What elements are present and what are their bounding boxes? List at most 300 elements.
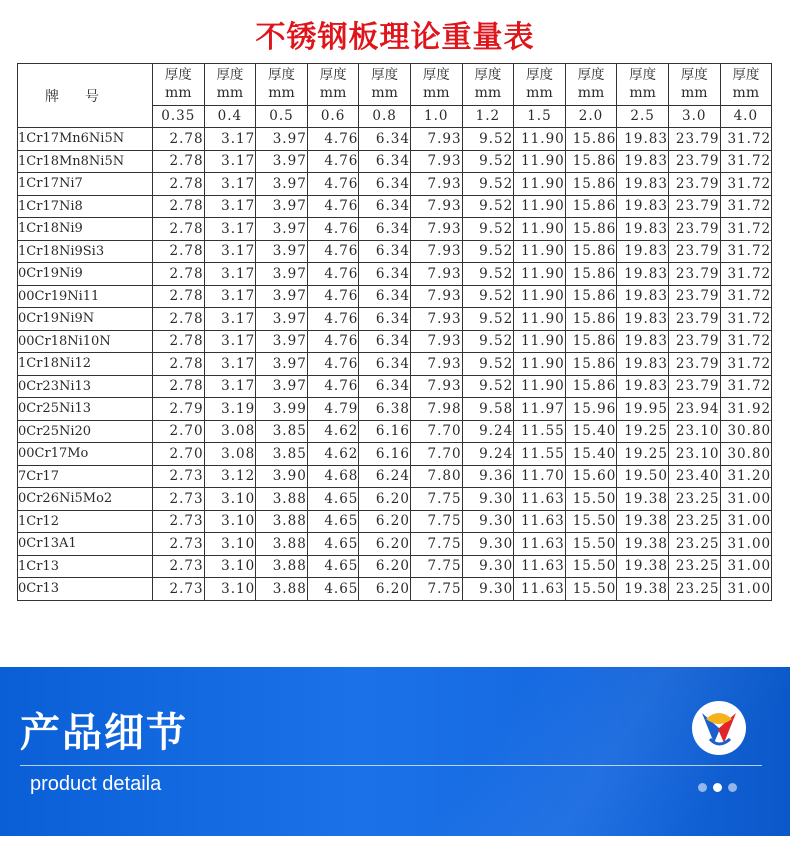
thickness-column-header: 厚度 mm <box>256 64 308 106</box>
weight-cell: 19.83 <box>617 195 669 218</box>
weight-cell: 4.65 <box>307 533 359 556</box>
weight-cell: 7.70 <box>410 420 462 443</box>
weight-cell: 11.90 <box>514 308 566 331</box>
weight-cell: 4.76 <box>307 240 359 263</box>
weight-cell: 6.34 <box>359 173 411 196</box>
weight-cell: 23.25 <box>668 578 720 601</box>
table-row <box>18 488 772 511</box>
weight-cell: 7.75 <box>410 510 462 533</box>
weight-cell: 11.63 <box>514 555 566 578</box>
table-row <box>18 240 772 263</box>
page-title: 不锈钢板理论重量表 <box>255 20 535 55</box>
thickness-value-header: 0.8 <box>359 105 411 127</box>
weight-cell: 3.97 <box>256 218 308 241</box>
weight-cell: 4.62 <box>307 443 359 466</box>
weight-cell: 7.98 <box>410 398 462 421</box>
weight-cell: 3.17 <box>204 173 256 196</box>
weight-cell: 31.72 <box>720 218 772 241</box>
grade-cell: 0Cr23Ni13 <box>18 375 153 398</box>
weight-cell: 9.30 <box>462 488 514 511</box>
weight-cell: 2.73 <box>153 555 205 578</box>
weight-cell: 3.08 <box>204 420 256 443</box>
weight-cell: 31.72 <box>720 330 772 353</box>
table-row <box>18 263 772 286</box>
weight-cell: 6.34 <box>359 218 411 241</box>
carousel-dots <box>698 777 743 796</box>
weight-cell: 3.10 <box>204 555 256 578</box>
weight-cell: 23.40 <box>668 465 720 488</box>
weight-cell: 9.52 <box>462 353 514 376</box>
weight-cell: 6.34 <box>359 240 411 263</box>
weight-cell: 23.79 <box>668 240 720 263</box>
weight-cell: 11.63 <box>514 510 566 533</box>
weight-cell: 2.78 <box>153 353 205 376</box>
weight-cell: 11.70 <box>514 465 566 488</box>
weight-cell: 7.75 <box>410 488 462 511</box>
weight-cell: 2.78 <box>153 173 205 196</box>
weight-cell: 4.62 <box>307 420 359 443</box>
thickness-value-header: 0.5 <box>256 105 308 127</box>
weight-cell: 11.55 <box>514 443 566 466</box>
weight-cell: 9.52 <box>462 308 514 331</box>
weight-cell: 3.17 <box>204 128 256 151</box>
carousel-dot[interactable] <box>713 783 722 792</box>
weight-cell: 15.86 <box>565 128 617 151</box>
weight-cell: 19.25 <box>617 443 669 466</box>
weight-cell: 23.79 <box>668 128 720 151</box>
weight-cell: 7.70 <box>410 443 462 466</box>
weight-cell: 6.38 <box>359 398 411 421</box>
weight-cell: 6.34 <box>359 285 411 308</box>
table-row <box>18 285 772 308</box>
weight-cell: 7.93 <box>410 240 462 263</box>
grade-cell: 0Cr25Ni20 <box>18 420 153 443</box>
weight-cell: 19.95 <box>617 398 669 421</box>
grade-cell: 1Cr17Ni8 <box>18 195 153 218</box>
weight-cell: 19.83 <box>617 330 669 353</box>
weight-cell: 3.17 <box>204 330 256 353</box>
weight-cell: 11.90 <box>514 240 566 263</box>
weight-cell: 9.52 <box>462 128 514 151</box>
weight-cell: 2.78 <box>153 330 205 353</box>
weight-cell: 15.50 <box>565 510 617 533</box>
weight-cell: 3.17 <box>204 263 256 286</box>
thickness-value-header: 2.5 <box>617 105 669 127</box>
weight-cell: 7.75 <box>410 555 462 578</box>
weight-cell: 9.52 <box>462 285 514 308</box>
weight-cell: 3.10 <box>204 578 256 601</box>
weight-cell: 2.79 <box>153 398 205 421</box>
weight-cell: 3.97 <box>256 128 308 151</box>
grade-cell: 7Cr17 <box>18 465 153 488</box>
weight-cell: 3.17 <box>204 353 256 376</box>
weight-cell: 23.25 <box>668 488 720 511</box>
thickness-column-header: 厚度 mm <box>462 64 514 106</box>
weight-cell: 3.97 <box>256 173 308 196</box>
banner-subtitle: product detaila <box>30 773 162 795</box>
weight-cell: 9.52 <box>462 330 514 353</box>
weight-cell: 3.17 <box>204 240 256 263</box>
table-row <box>18 375 772 398</box>
weight-cell: 3.88 <box>256 555 308 578</box>
weight-cell: 11.90 <box>514 128 566 151</box>
weight-cell: 2.73 <box>153 533 205 556</box>
weight-cell: 31.72 <box>720 150 772 173</box>
weight-cell: 3.90 <box>256 465 308 488</box>
grade-cell: 0Cr19Ni9N <box>18 308 153 331</box>
weight-cell: 31.00 <box>720 578 772 601</box>
weight-cell: 11.63 <box>514 533 566 556</box>
weight-cell: 2.78 <box>153 375 205 398</box>
weight-cell: 11.90 <box>514 263 566 286</box>
weight-cell: 3.17 <box>204 218 256 241</box>
table-row <box>18 353 772 376</box>
weight-cell: 19.38 <box>617 578 669 601</box>
weight-cell: 9.30 <box>462 578 514 601</box>
weight-cell: 31.72 <box>720 285 772 308</box>
banner-title: 产品细节 <box>20 710 188 756</box>
grade-cell: 00Cr18Ni10N <box>18 330 153 353</box>
weight-cell: 11.63 <box>514 578 566 601</box>
weight-cell: 9.36 <box>462 465 514 488</box>
weight-table <box>17 63 772 601</box>
weight-cell: 15.86 <box>565 263 617 286</box>
weight-cell: 15.86 <box>565 150 617 173</box>
weight-cell: 3.17 <box>204 150 256 173</box>
weight-cell: 15.86 <box>565 330 617 353</box>
weight-cell: 2.78 <box>153 240 205 263</box>
weight-cell: 3.10 <box>204 510 256 533</box>
weight-cell: 19.38 <box>617 510 669 533</box>
weight-cell: 23.25 <box>668 533 720 556</box>
table-row <box>18 308 772 331</box>
weight-cell: 4.68 <box>307 465 359 488</box>
weight-cell: 23.79 <box>668 218 720 241</box>
grade-cell: 1Cr18Ni9Si3 <box>18 240 153 263</box>
weight-cell: 31.72 <box>720 128 772 151</box>
weight-cell: 19.83 <box>617 353 669 376</box>
weight-cell: 23.10 <box>668 443 720 466</box>
thickness-value-header: 1.5 <box>514 105 566 127</box>
weight-cell: 7.75 <box>410 533 462 556</box>
weight-cell: 11.90 <box>514 150 566 173</box>
thickness-column-header: 厚度 mm <box>514 64 566 106</box>
weight-cell: 31.00 <box>720 510 772 533</box>
weight-cell: 6.20 <box>359 488 411 511</box>
weight-cell: 15.40 <box>565 443 617 466</box>
weight-cell: 3.85 <box>256 420 308 443</box>
weight-cell: 31.72 <box>720 353 772 376</box>
weight-cell: 15.86 <box>565 240 617 263</box>
weight-cell: 23.79 <box>668 150 720 173</box>
grade-column-header: 牌号 <box>18 64 153 128</box>
table-row <box>18 195 772 218</box>
weight-cell: 9.52 <box>462 263 514 286</box>
thickness-value-header: 3.0 <box>668 105 720 127</box>
weight-cell: 4.65 <box>307 555 359 578</box>
weight-cell: 19.83 <box>617 218 669 241</box>
weight-cell: 15.86 <box>565 353 617 376</box>
weight-cell: 19.83 <box>617 128 669 151</box>
weight-cell: 4.65 <box>307 510 359 533</box>
weight-cell: 6.24 <box>359 465 411 488</box>
table-row <box>18 218 772 241</box>
banner-divider <box>20 765 762 766</box>
weight-cell: 2.78 <box>153 263 205 286</box>
weight-cell: 3.10 <box>204 488 256 511</box>
thickness-value-header: 1.2 <box>462 105 514 127</box>
weight-cell: 7.93 <box>410 128 462 151</box>
weight-cell: 7.75 <box>410 578 462 601</box>
table-row <box>18 510 772 533</box>
weight-cell: 15.50 <box>565 578 617 601</box>
weight-cell: 4.76 <box>307 150 359 173</box>
weight-cell: 19.38 <box>617 555 669 578</box>
weight-cell: 3.97 <box>256 285 308 308</box>
grade-cell: 1Cr18Ni9 <box>18 218 153 241</box>
weight-cell: 6.34 <box>359 263 411 286</box>
weight-cell: 2.78 <box>153 285 205 308</box>
grade-cell: 00Cr17Mo <box>18 443 153 466</box>
weight-cell: 3.97 <box>256 353 308 376</box>
weight-cell: 9.52 <box>462 375 514 398</box>
weight-cell: 2.78 <box>153 218 205 241</box>
weight-cell: 6.34 <box>359 308 411 331</box>
weight-cell: 3.17 <box>204 375 256 398</box>
weight-cell: 7.93 <box>410 308 462 331</box>
weight-cell: 3.99 <box>256 398 308 421</box>
weight-cell: 9.30 <box>462 533 514 556</box>
table-row <box>18 128 772 151</box>
weight-cell: 4.76 <box>307 285 359 308</box>
weight-cell: 15.86 <box>565 285 617 308</box>
thickness-column-header: 厚度 mm <box>668 64 720 106</box>
company-logo-icon <box>690 699 748 757</box>
weight-cell: 23.79 <box>668 173 720 196</box>
weight-cell: 3.88 <box>256 578 308 601</box>
weight-cell: 4.79 <box>307 398 359 421</box>
weight-cell: 31.72 <box>720 375 772 398</box>
weight-cell: 9.52 <box>462 173 514 196</box>
weight-cell: 4.76 <box>307 218 359 241</box>
weight-cell: 23.79 <box>668 330 720 353</box>
weight-cell: 6.20 <box>359 510 411 533</box>
thickness-value-header: 1.0 <box>410 105 462 127</box>
table-row <box>18 443 772 466</box>
weight-cell: 3.08 <box>204 443 256 466</box>
grade-cell: 1Cr18Ni12 <box>18 353 153 376</box>
weight-cell: 2.73 <box>153 488 205 511</box>
thickness-value-header: 0.6 <box>307 105 359 127</box>
weight-cell: 23.79 <box>668 285 720 308</box>
thickness-column-header: 厚度 mm <box>359 64 411 106</box>
weight-cell: 31.00 <box>720 533 772 556</box>
weight-table-container <box>17 63 772 601</box>
thickness-value-header: 0.4 <box>204 105 256 127</box>
weight-cell: 31.72 <box>720 263 772 286</box>
weight-cell: 9.52 <box>462 240 514 263</box>
weight-cell: 23.79 <box>668 353 720 376</box>
weight-cell: 3.88 <box>256 488 308 511</box>
weight-cell: 6.20 <box>359 578 411 601</box>
weight-cell: 3.97 <box>256 263 308 286</box>
weight-cell: 23.79 <box>668 375 720 398</box>
weight-cell: 7.93 <box>410 195 462 218</box>
weight-cell: 9.52 <box>462 218 514 241</box>
table-row <box>18 150 772 173</box>
weight-cell: 6.34 <box>359 150 411 173</box>
weight-cell: 31.00 <box>720 488 772 511</box>
grade-cell: 1Cr17Ni7 <box>18 173 153 196</box>
weight-cell: 6.34 <box>359 128 411 151</box>
carousel-dot[interactable] <box>728 783 737 792</box>
weight-cell: 3.97 <box>256 240 308 263</box>
weight-cell: 6.16 <box>359 420 411 443</box>
weight-cell: 19.38 <box>617 533 669 556</box>
weight-cell: 6.34 <box>359 330 411 353</box>
weight-cell: 15.86 <box>565 195 617 218</box>
weight-cell: 7.93 <box>410 150 462 173</box>
weight-cell: 30.80 <box>720 443 772 466</box>
weight-cell: 15.86 <box>565 308 617 331</box>
grade-cell: 00Cr19Ni11 <box>18 285 153 308</box>
weight-cell: 30.80 <box>720 420 772 443</box>
weight-cell: 2.73 <box>153 465 205 488</box>
weight-cell: 31.72 <box>720 195 772 218</box>
weight-cell: 9.52 <box>462 195 514 218</box>
weight-cell: 4.76 <box>307 330 359 353</box>
weight-cell: 15.60 <box>565 465 617 488</box>
weight-cell: 4.76 <box>307 263 359 286</box>
weight-cell: 31.00 <box>720 555 772 578</box>
weight-cell: 15.86 <box>565 218 617 241</box>
weight-cell: 9.30 <box>462 555 514 578</box>
weight-cell: 23.79 <box>668 263 720 286</box>
weight-cell: 2.78 <box>153 308 205 331</box>
weight-cell: 7.93 <box>410 353 462 376</box>
weight-cell: 11.90 <box>514 218 566 241</box>
weight-cell: 7.93 <box>410 218 462 241</box>
weight-cell: 2.78 <box>153 128 205 151</box>
weight-cell: 2.73 <box>153 578 205 601</box>
weight-cell: 2.73 <box>153 510 205 533</box>
weight-cell: 7.93 <box>410 285 462 308</box>
weight-cell: 9.24 <box>462 443 514 466</box>
weight-cell: 9.52 <box>462 150 514 173</box>
weight-cell: 4.76 <box>307 353 359 376</box>
thickness-column-header: 厚度 mm <box>204 64 256 106</box>
thickness-column-header: 厚度 mm <box>617 64 669 106</box>
weight-cell: 11.90 <box>514 195 566 218</box>
weight-cell: 11.55 <box>514 420 566 443</box>
weight-cell: 11.90 <box>514 330 566 353</box>
grade-cell: 1Cr17Mn6Ni5N <box>18 128 153 151</box>
weight-cell: 4.76 <box>307 375 359 398</box>
weight-cell: 4.65 <box>307 488 359 511</box>
weight-cell: 11.63 <box>514 488 566 511</box>
weight-cell: 3.17 <box>204 285 256 308</box>
thickness-value-header: 2.0 <box>565 105 617 127</box>
carousel-dot[interactable] <box>698 783 707 792</box>
weight-cell: 4.76 <box>307 173 359 196</box>
weight-cell: 7.93 <box>410 263 462 286</box>
weight-cell: 15.40 <box>565 420 617 443</box>
weight-cell: 11.90 <box>514 285 566 308</box>
weight-cell: 11.90 <box>514 375 566 398</box>
weight-cell: 31.20 <box>720 465 772 488</box>
weight-cell: 9.24 <box>462 420 514 443</box>
weight-cell: 6.20 <box>359 555 411 578</box>
weight-cell: 31.72 <box>720 308 772 331</box>
weight-cell: 3.97 <box>256 330 308 353</box>
grade-cell: 1Cr18Mn8Ni5N <box>18 150 153 173</box>
grade-cell: 0Cr25Ni13 <box>18 398 153 421</box>
grade-cell: 0Cr13A1 <box>18 533 153 556</box>
weight-cell: 19.83 <box>617 285 669 308</box>
weight-cell: 19.83 <box>617 308 669 331</box>
table-row <box>18 173 772 196</box>
thickness-column-header: 厚度 mm <box>720 64 772 106</box>
weight-cell: 3.85 <box>256 443 308 466</box>
weight-cell: 31.92 <box>720 398 772 421</box>
weight-cell: 15.86 <box>565 375 617 398</box>
weight-cell: 7.93 <box>410 375 462 398</box>
table-row <box>18 398 772 421</box>
table-row <box>18 420 772 443</box>
weight-cell: 3.97 <box>256 195 308 218</box>
weight-cell: 6.34 <box>359 353 411 376</box>
weight-cell: 3.97 <box>256 308 308 331</box>
weight-cell: 15.50 <box>565 488 617 511</box>
weight-cell: 4.76 <box>307 128 359 151</box>
weight-cell: 3.88 <box>256 510 308 533</box>
thickness-column-header: 厚度 mm <box>307 64 359 106</box>
grade-cell: 0Cr26Ni5Mo2 <box>18 488 153 511</box>
weight-cell: 9.30 <box>462 510 514 533</box>
weight-cell: 7.80 <box>410 465 462 488</box>
weight-cell: 6.16 <box>359 443 411 466</box>
table-row <box>18 578 772 601</box>
grade-cell: 1Cr12 <box>18 510 153 533</box>
thickness-column-header: 厚度 mm <box>153 64 205 106</box>
weight-cell: 2.70 <box>153 443 205 466</box>
grade-cell: 0Cr19Ni9 <box>18 263 153 286</box>
weight-cell: 6.34 <box>359 375 411 398</box>
weight-cell: 19.25 <box>617 420 669 443</box>
weight-cell: 3.19 <box>204 398 256 421</box>
weight-cell: 19.83 <box>617 263 669 286</box>
grade-cell: 0Cr13 <box>18 578 153 601</box>
weight-cell: 3.17 <box>204 195 256 218</box>
weight-cell: 19.50 <box>617 465 669 488</box>
weight-cell: 23.79 <box>668 195 720 218</box>
weight-cell: 11.97 <box>514 398 566 421</box>
weight-cell: 31.72 <box>720 173 772 196</box>
weight-cell: 3.10 <box>204 533 256 556</box>
weight-cell: 11.90 <box>514 173 566 196</box>
weight-cell: 23.25 <box>668 510 720 533</box>
weight-cell: 3.97 <box>256 375 308 398</box>
weight-cell: 19.83 <box>617 173 669 196</box>
weight-cell: 23.94 <box>668 398 720 421</box>
weight-cell: 19.83 <box>617 375 669 398</box>
table-row <box>18 555 772 578</box>
weight-cell: 6.34 <box>359 195 411 218</box>
thickness-value-header: 0.35 <box>153 105 205 127</box>
weight-cell: 3.88 <box>256 533 308 556</box>
weight-cell: 4.76 <box>307 308 359 331</box>
table-row <box>18 330 772 353</box>
